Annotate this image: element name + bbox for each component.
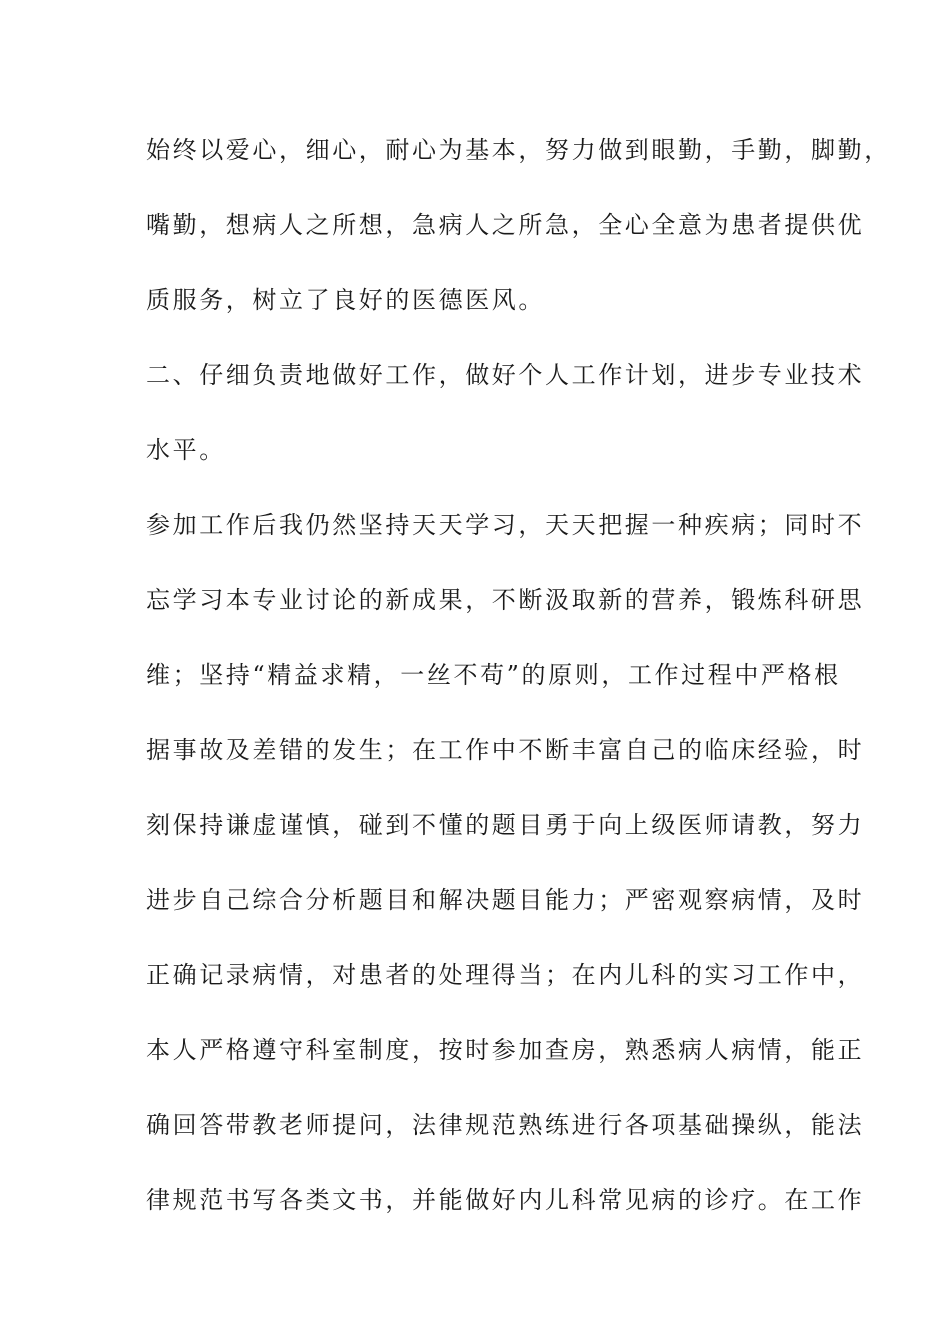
- text-line: 始终以爱心，细心，耐心为基本，努力做到眼勤，手勤，脚勤，: [146, 136, 891, 164]
- text-line: 忘学习本专业讨论的新成果，不断汲取新的营养，锻炼科研思: [146, 586, 865, 614]
- text-line: 参加工作后我仍然坚持天天学习，天天把握一种疾病；同时不: [146, 511, 865, 539]
- text-line: 据事故及差错的发生；在工作中不断丰富自己的临床经验，时: [146, 736, 865, 764]
- text-line: 质服务，树立了良好的医德医风。: [146, 286, 545, 314]
- text-line: 维；坚持“精益求精，一丝不苟”的原则，工作过程中严格根: [146, 661, 841, 689]
- text-line: 嘴勤，想病人之所想，急病人之所急，全心全意为患者提供优: [146, 211, 865, 239]
- section-heading: 二、仔细负责地做好工作，做好个人工作计划，进步专业技术: [146, 361, 865, 389]
- section-heading: 水平。: [146, 436, 226, 464]
- text-line: 进步自己综合分析题目和解决题目能力；严密观察病情，及时: [146, 886, 865, 914]
- text-line: 律规范书写各类文书，并能做好内儿科常见病的诊疗。在工作: [146, 1186, 865, 1214]
- text-line: 确回答带教老师提问，法律规范熟练进行各项基础操纵，能法: [146, 1111, 865, 1139]
- text-line: 正确记录病情，对患者的处理得当；在内儿科的实习工作中，: [146, 961, 865, 989]
- text-line: 本人严格遵守科室制度，按时参加查房，熟悉病人病情，能正: [146, 1036, 865, 1064]
- text-line: 刻保持谦虚谨慎，碰到不懂的题目勇于向上级医师请教，努力: [146, 811, 865, 839]
